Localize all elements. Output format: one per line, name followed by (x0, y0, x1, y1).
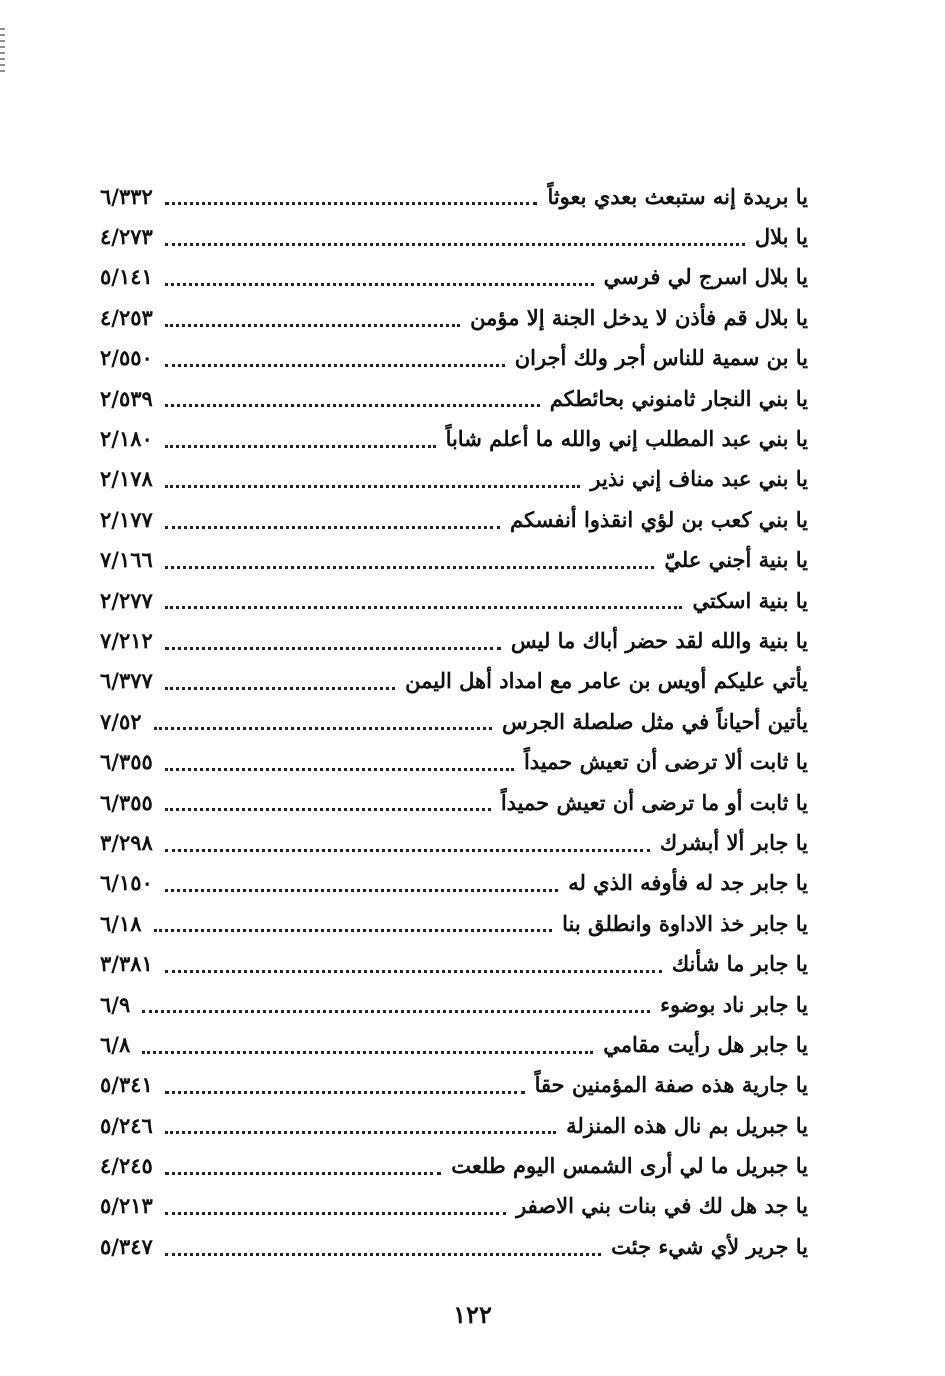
index-entry (100, 1065, 808, 1105)
entry-reference: ٥/٣٤٧ (100, 1233, 153, 1259)
entry-text: يا جد هل لك في بنات بني الاصفر (516, 1193, 808, 1219)
entry-text: يا بنية أجني عليّ (664, 547, 808, 573)
entry-reference: ٦/١٥٠ (100, 870, 153, 896)
index-entry (100, 257, 808, 297)
leader-dots (165, 1252, 601, 1256)
entry-reference: ٦/٣٧٧ (100, 668, 153, 694)
index-entry (100, 620, 808, 660)
index-entry (100, 661, 808, 701)
entry-text: يا بنية اسكتي (692, 587, 808, 613)
leader-dots (154, 726, 492, 730)
entry-text: يا جرير لأي شيء جئت (611, 1233, 808, 1259)
entry-reference: ٦/٣٥٥ (100, 749, 153, 775)
index-entry (100, 741, 808, 781)
leader-dots (165, 969, 662, 973)
index-entry (100, 499, 808, 539)
entry-reference: ٦/١٨ (100, 910, 142, 936)
leader-dots (165, 848, 650, 852)
entry-reference: ٧/٥٢ (100, 708, 142, 734)
index-entry (100, 701, 808, 741)
index-entry (100, 1024, 808, 1064)
entry-text: يا جبريل بم نال هذه المنزلة (566, 1112, 808, 1138)
entry-reference: ٣/٢٩٨ (100, 829, 153, 855)
entry-text: يا بني عبد المطلب إني والله ما أعلم شاباً (445, 426, 808, 452)
index-entry (100, 1226, 808, 1266)
index-entry (100, 216, 808, 256)
entry-text: يا جابر ما شأنك (671, 951, 808, 977)
page-number: ١٢٢ (453, 1300, 492, 1329)
entry-reference: ٢/١٨٠ (100, 426, 153, 452)
index-entry (100, 782, 808, 822)
entry-reference: ٦/٨ (100, 1031, 131, 1057)
leader-dots (165, 363, 505, 367)
index-entry (100, 1186, 808, 1226)
leader-dots (165, 1211, 506, 1215)
index-entry (100, 1105, 808, 1145)
entry-text: يأتي عليكم أويس بن عامر مع امداد أهل اليمن (405, 668, 808, 694)
entry-reference: ٢/١٧٨ (100, 466, 153, 492)
index-entry (100, 903, 808, 943)
leader-dots (165, 1171, 441, 1175)
index-entry (100, 984, 808, 1024)
entry-text: يا بلال (754, 224, 808, 250)
leader-dots (165, 888, 558, 892)
leader-dots (165, 525, 500, 529)
entry-reference: ٧/١٦٦ (100, 547, 153, 573)
entry-reference: ٣/٣٨١ (100, 951, 153, 977)
index-entry (100, 540, 808, 580)
entry-text: يا ثابت ألا ترضى أن تعيش حميداً (523, 749, 808, 775)
entry-text: يا بني النجار ثامنوني بحائطكم (549, 385, 808, 411)
entry-text: يا جابر جد له فأوفه الذي له (568, 870, 808, 896)
entry-text: يا بريدة إنه ستبعث بعدي بعوثاً (547, 183, 808, 209)
entry-text: يا جبريل ما لي أرى الشمس اليوم طلعت (451, 1153, 808, 1179)
entry-reference: ٦/٣٣٢ (100, 183, 153, 209)
entry-reference: ٦/٣٥٥ (100, 789, 153, 815)
entry-text: يا جابر هل رأيت مقامي (603, 1031, 808, 1057)
entry-reference: ٢/٢٧٧ (100, 587, 153, 613)
index-entry (100, 822, 808, 862)
leader-dots (154, 928, 553, 932)
index-entry (100, 297, 808, 337)
entry-text: يا جابر خذ الاداوة وانطلق بنا (562, 910, 808, 936)
entry-reference: ٧/٢١٢ (100, 627, 153, 653)
index-entry (100, 338, 808, 378)
index-entry (100, 943, 808, 983)
leader-dots (165, 201, 538, 205)
entry-text: يا جارية هذه صفة المؤمنين حقاً (534, 1072, 808, 1098)
leader-dots (165, 403, 540, 407)
leader-dots (165, 1090, 525, 1094)
entry-reference: ٤/٢٥٣ (100, 304, 153, 330)
hadith-index-list (100, 176, 808, 1267)
leader-dots (165, 605, 683, 609)
entry-text: يا بني كعب بن لؤي انقذوا أنفسكم (510, 506, 808, 532)
entry-text: يا بن سمية للناس أجر ولك أجران (514, 345, 808, 371)
entry-text: يا جابر ألا أبشرك (659, 829, 808, 855)
leader-dots (165, 686, 395, 690)
index-entry (100, 459, 808, 499)
entry-reference: ٢/٥٣٩ (100, 385, 153, 411)
entry-reference: ٥/٣٤١ (100, 1072, 153, 1098)
index-entry (100, 378, 808, 418)
entry-text: يأتين أحياناً في مثل صلصلة الجرس (501, 708, 808, 734)
entry-text: يا بني عبد مناف إني نذير (590, 466, 808, 492)
leader-dots (165, 807, 491, 811)
index-entry (100, 863, 808, 903)
leader-dots (142, 1009, 650, 1013)
entry-reference: ٢/١٧٧ (100, 506, 153, 532)
leader-dots (165, 282, 594, 286)
entry-reference: ٢/٥٥٠ (100, 345, 153, 371)
scan-margin-mark (0, 28, 5, 74)
entry-text: يا بلال اسرج لي فرسي (603, 264, 808, 290)
leader-dots (165, 484, 581, 488)
index-entry (100, 418, 808, 458)
leader-dots (165, 323, 460, 327)
entry-reference: ٥/٢٤٦ (100, 1112, 153, 1138)
leader-dots (165, 646, 501, 650)
leader-dots (165, 444, 436, 448)
index-entry (100, 1145, 808, 1185)
index-entry (100, 580, 808, 620)
leader-dots (142, 1050, 593, 1054)
entry-reference: ٦/٩ (100, 991, 131, 1017)
leader-dots (165, 767, 514, 771)
leader-dots (165, 242, 745, 246)
leader-dots (165, 1130, 556, 1134)
entry-text: يا ثابت أو ما ترضى أن تعيش حميداً (500, 789, 808, 815)
leader-dots (165, 565, 655, 569)
entry-reference: ٤/٢٤٥ (100, 1153, 153, 1179)
entry-reference: ٥/٢١٣ (100, 1193, 153, 1219)
index-entry (100, 176, 808, 216)
entry-text: يا بلال قم فأذن لا يدخل الجنة إلا مؤمن (470, 304, 808, 330)
entry-reference: ٥/١٤١ (100, 264, 153, 290)
entry-reference: ٤/٢٧٣ (100, 224, 153, 250)
entry-text: يا جابر ناد بوضوء (660, 991, 808, 1017)
entry-text: يا بنية والله لقد حضر أباك ما ليس (510, 627, 808, 653)
